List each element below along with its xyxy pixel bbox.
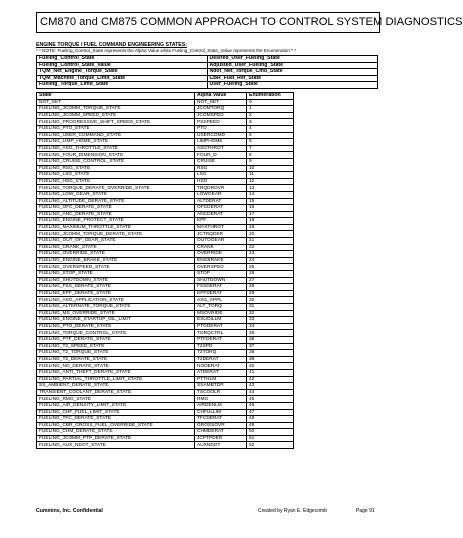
cell-enumeration: 30 — [247, 297, 294, 304]
cell-enumeration: 11 — [247, 172, 294, 179]
table-row — [37, 383, 294, 390]
cell-enumeration: 35 — [247, 330, 294, 337]
cell-enumeration: 40 — [247, 363, 294, 370]
cell-alpha-value: ASGTHROT — [195, 145, 247, 152]
cell-state: NOT_SET — [37, 99, 195, 106]
table-row — [37, 178, 294, 185]
cell-state: FUELING_USER_COMMAND_STATE — [37, 132, 195, 139]
cell-alpha-value: CRANK — [195, 244, 247, 251]
table-row — [37, 304, 294, 311]
cell-state: FUELING_TORQUE_DERATE_OVERRIDE_STATE — [37, 185, 195, 192]
cell-enumeration: 38 — [247, 350, 294, 357]
cell-alpha-value: MSOVRIDE — [195, 310, 247, 317]
cell-alpha-value: SSAMBTDR — [195, 383, 247, 390]
table-row — [37, 402, 294, 409]
cell-alpha-value: TFCDERAT — [195, 416, 247, 423]
cell-alpha-value: TORQCTRL — [195, 330, 247, 337]
cell-state: FUELING_HSG_STATE — [37, 178, 195, 185]
table-row — [37, 356, 294, 363]
cell-alpha-value: OUTOGEAR — [195, 238, 247, 245]
cell-alpha-value: T2SPD — [195, 343, 247, 350]
cell-enumeration: 26 — [247, 271, 294, 278]
cell-enumeration: 27 — [247, 277, 294, 284]
table-row — [37, 218, 294, 225]
cell-alpha-value: JCOMTORQ — [195, 106, 247, 113]
cell-alpha-value: SHUTDOWN — [195, 277, 247, 284]
state-grid-cell: CBR_Fuel_Ref_State — [207, 75, 378, 82]
cell-alpha-value: OFCDERAT — [195, 205, 247, 212]
note-text: * * NOTE: Fueling_Control_State represents the Alpha Value while Fueling_Control_State_Value represents the Enumeration * * — [36, 48, 297, 53]
table-row — [37, 389, 294, 396]
cell-enumeration: 44 — [247, 389, 294, 396]
cell-alpha-value: PTFDERAT — [195, 336, 247, 343]
cell-alpha-value: T2TORQ — [195, 350, 247, 357]
table-row — [37, 238, 294, 245]
cell-state: FUELING_CBR_GROSS_FUEL_OVERRIDE_STATE — [37, 422, 195, 429]
cell-enumeration: 9 — [247, 158, 294, 165]
cell-state: FUELING_TFC_DERATE_STATE — [37, 416, 195, 423]
table-row — [37, 336, 294, 343]
cell-state: FUELING_ALTERNATE_TORQUE_STATE — [37, 304, 195, 311]
cell-enumeration: 31 — [247, 304, 294, 311]
table-row — [37, 205, 294, 212]
cell-state: FUELING_JCOMM_TORQUE_DERATE_STATE — [37, 231, 195, 238]
cell-enumeration: 45 — [247, 396, 294, 403]
cell-state: SS_AMBIENT_DERATE_STATE — [37, 383, 195, 390]
table-row — [37, 310, 294, 317]
cell-state: FUELING_RMG_STATE — [37, 396, 195, 403]
cell-enumeration: 49 — [247, 422, 294, 429]
cell-alpha-value: ALT_TORQ — [195, 304, 247, 311]
table-row — [37, 224, 294, 231]
cell-state: FUELING_ENGINE_STARTUP_OIL_LIMIT — [37, 317, 195, 324]
table-row — [37, 198, 294, 205]
cell-state: FUELING_CHF_FUEL_LIMIT_STATE — [37, 409, 195, 416]
state-grid-cell: TQM_Machine_Torque_Limit_State — [37, 75, 208, 82]
table-row — [37, 106, 294, 113]
table-row — [37, 317, 294, 324]
cell-state: FUELING_ASG_APPLICATION_STATE — [37, 297, 195, 304]
cell-alpha-value: ALTDERAT — [195, 198, 247, 205]
table-row — [37, 264, 294, 271]
cell-state: FUELING_T2_DERATE_STATE — [37, 356, 195, 363]
cell-alpha-value: NODERAT — [195, 363, 247, 370]
cell-state: FUELING_RSG_STATE — [37, 165, 195, 172]
cell-enumeration: 15 — [247, 198, 294, 205]
cell-alpha-value: TSCOOLR — [195, 389, 247, 396]
state-grid-row — [37, 82, 378, 89]
cell-enumeration: 20 — [247, 231, 294, 238]
table-header-row — [37, 93, 294, 100]
cell-enumeration: 52 — [247, 442, 294, 449]
cell-alpha-value: JCPTPDER — [195, 435, 247, 442]
cell-alpha-value: CHFULLIM — [195, 409, 247, 416]
cell-enumeration: 3 — [247, 119, 294, 126]
cell-enumeration: 46 — [247, 402, 294, 409]
table-row — [37, 442, 294, 449]
cell-alpha-value: STOP — [195, 271, 247, 278]
table-row — [37, 376, 294, 383]
cell-state: FUELING_OVERRIDE_STATE — [37, 251, 195, 258]
state-grid-cell: Adjusted_User_Fueling_State — [207, 62, 378, 69]
cell-state: FUELING_LSG_STATE — [37, 172, 195, 179]
cell-alpha-value: MAXTHROT — [195, 224, 247, 231]
cell-alpha-value: PTODERAT — [195, 323, 247, 330]
cell-enumeration: 42 — [247, 376, 294, 383]
cell-enumeration: 34 — [247, 323, 294, 330]
table-row — [37, 271, 294, 278]
table-row — [37, 145, 294, 152]
cell-enumeration: 33 — [247, 317, 294, 324]
cell-alpha-value: ANCDERAT — [195, 211, 247, 218]
cell-state: FUELING_CRANK_STATE — [37, 244, 195, 251]
table-row — [37, 396, 294, 403]
cell-state: FUELING_ANC_DERATE_STATE — [37, 211, 195, 218]
cell-state: FUELING_CRUISE_CONTROL_STATE — [37, 158, 195, 165]
state-grid-cell: Fueling_Control_State — [37, 56, 208, 63]
cell-state: FUELING_ASG_THROTTLE_STATE — [37, 145, 195, 152]
cell-enumeration: 25 — [247, 264, 294, 271]
cell-enumeration: 12 — [247, 178, 294, 185]
table-row — [37, 119, 294, 126]
cell-alpha-value: FSSDERAT — [195, 284, 247, 291]
cell-alpha-value: CHMDERAT — [195, 429, 247, 436]
table-row — [37, 277, 294, 284]
cell-alpha-value: JCOMSPED — [195, 112, 247, 119]
cell-state: FUELING_JCOMM_PTP_DERATE_STATE — [37, 435, 195, 442]
cell-state: FUELING_MAXIMUM_THROTTLE_STATE — [37, 224, 195, 231]
cell-alpha-value: PSSPEED — [195, 119, 247, 126]
cell-alpha-value: ASG_APPL — [195, 297, 247, 304]
table-row — [37, 422, 294, 429]
cell-enumeration: 4 — [247, 125, 294, 132]
cell-alpha-value: TRQDROVR — [195, 185, 247, 192]
cell-alpha-value: LOWGEAR — [195, 191, 247, 198]
table-row — [37, 172, 294, 179]
table-row — [37, 231, 294, 238]
cell-alpha-value: ESUOILLM — [195, 317, 247, 324]
table-row — [37, 165, 294, 172]
cell-state: FUELING_T2_TORQUE_STATE — [37, 350, 195, 357]
cell-alpha-value: AUXNDOT — [195, 442, 247, 449]
cell-enumeration: 21 — [247, 238, 294, 245]
cell-state: FUELING_FSS_DERATE_STATE — [37, 284, 195, 291]
header-enumeration: Enumeration — [247, 93, 294, 100]
header-state: State — [37, 93, 195, 100]
table-row — [37, 139, 294, 146]
state-grid-cell: Fueling_Torque_Limit_State — [37, 82, 208, 89]
cell-state: FUELING_FOUR_DIMENSION_STATE — [37, 152, 195, 159]
cell-enumeration: 17 — [247, 211, 294, 218]
table-row — [37, 251, 294, 258]
cell-alpha-value: T2DERAT — [195, 356, 247, 363]
cell-enumeration: 13 — [247, 185, 294, 192]
table-row — [37, 343, 294, 350]
cell-enumeration: 28 — [247, 284, 294, 291]
table-row — [37, 350, 294, 357]
table-row — [37, 99, 294, 106]
cell-enumeration: 2 — [247, 112, 294, 119]
cell-state: TRANSIENT_COOLANT_DERATE_STATE — [37, 389, 195, 396]
cell-enumeration: 19 — [247, 224, 294, 231]
table-row — [37, 284, 294, 291]
table-row — [37, 409, 294, 416]
cell-alpha-value: AIRDENLM — [195, 402, 247, 409]
cell-alpha-value: CRUISE — [195, 158, 247, 165]
cell-state: FUELING_T2_SPEED_STATE — [37, 343, 195, 350]
cell-alpha-value: RMG — [195, 396, 247, 403]
cell-enumeration: 43 — [247, 383, 294, 390]
cell-state: FUELING_SHUTDOWN_STATE — [37, 277, 195, 284]
cell-state: FUELING_ANTI_THEFT_DERATE_STATE — [37, 369, 195, 376]
table-row — [37, 191, 294, 198]
table-row — [37, 323, 294, 330]
state-grid-cell: Ndot_Net_Torque_Cmd_State — [207, 69, 378, 76]
cell-alpha-value: ENGBRAKE — [195, 257, 247, 264]
cell-state: FUELING_PROGRESSIVE_SHIFT_SPEED_STATE — [37, 119, 195, 126]
table-row — [37, 363, 294, 370]
state-variable-grid — [36, 55, 378, 89]
cell-alpha-value: JCTRQDER — [195, 231, 247, 238]
cell-state: FUELING_ALTITUDE_DERATE_STATE — [37, 198, 195, 205]
cell-state: FUELING_AIR_DENSITY_LIMIT_STATE — [37, 402, 195, 409]
cell-enumeration: 6 — [247, 139, 294, 146]
cell-state: FUELING_CHM_DERATE_STATE — [37, 429, 195, 436]
cell-state: FUELING_OVERSPEED_STATE — [37, 264, 195, 271]
state-grid-cell: TQM_Net_Engine_Torque_State — [37, 69, 208, 76]
cell-alpha-value: OVERRIDE — [195, 251, 247, 258]
cell-state: FUELING_JCOMM_TORQUE_STATE — [37, 106, 195, 113]
cell-enumeration: 8 — [247, 152, 294, 159]
cell-enumeration: 7 — [247, 145, 294, 152]
cell-alpha-value: RSG — [195, 165, 247, 172]
cell-enumeration: 23 — [247, 251, 294, 258]
table-row — [37, 429, 294, 436]
cell-enumeration: 32 — [247, 310, 294, 317]
table-row — [37, 185, 294, 192]
document-title: CM870 and CM875 COMMON APPROACH TO CONTROL SYSTEM DIAGNOSTICS — [36, 12, 380, 33]
cell-alpha-value: GROSSOVR — [195, 422, 247, 429]
header-alpha-value: Alpha Value — [195, 93, 247, 100]
cell-alpha-value: OVERSPED — [195, 264, 247, 271]
cell-enumeration: 47 — [247, 409, 294, 416]
cell-state: FUELING_PTF_DERATE_STATE — [37, 336, 195, 343]
table-row — [37, 132, 294, 139]
table-row — [37, 152, 294, 159]
cell-alpha-value: NOT_SET — [195, 99, 247, 106]
cell-state: FUELING_ENGINE_BRAKE_STATE — [37, 257, 195, 264]
cell-state: FUELING_AUX_NDOT_STATE — [37, 442, 195, 449]
cell-state: FUELING_STOP_STATE — [37, 271, 195, 278]
cell-alpha-value: FOUR_D — [195, 152, 247, 159]
cell-enumeration: 37 — [247, 343, 294, 350]
cell-enumeration: 16 — [247, 205, 294, 212]
cell-state: FUELING_OUT_OF_GEAR_STATE — [37, 238, 195, 245]
cell-state: FUELING_EPF_DERATE_STATE — [37, 290, 195, 297]
state-enumeration-table — [36, 92, 294, 449]
table-row — [37, 125, 294, 132]
state-grid-cell: User_Fueling_State — [207, 82, 378, 89]
table-row — [37, 158, 294, 165]
cell-alpha-value: EPF — [195, 218, 247, 225]
cell-alpha-value: ATDERAT — [195, 369, 247, 376]
table-row — [37, 257, 294, 264]
cell-state: FUELING_OFC_DERATE_STATE — [37, 205, 195, 212]
table-row — [37, 211, 294, 218]
cell-enumeration: 24 — [247, 257, 294, 264]
footer-author: Created by Ryan E. Edgecomb — [258, 508, 327, 514]
cell-state: FUELING_NO_DERATE_STATE — [37, 363, 195, 370]
cell-enumeration: 0 — [247, 99, 294, 106]
cell-alpha-value: PTTHLM — [195, 376, 247, 383]
cell-state: FUELING_JCOMM_SPEED_STATE — [37, 112, 195, 119]
cell-state: FUELING_PTO_DERATE_STATE — [37, 323, 195, 330]
cell-state: FUELING_PARTIAL_THROTTLE_LIMIT_STATE — [37, 376, 195, 383]
cell-state: FUELING_ENGINE_PROTECT_STATE — [37, 218, 195, 225]
cell-enumeration: 18 — [247, 218, 294, 225]
table-row — [37, 435, 294, 442]
cell-enumeration: 1 — [247, 106, 294, 113]
table-row — [37, 330, 294, 337]
cell-enumeration: 50 — [247, 429, 294, 436]
cell-enumeration: 22 — [247, 244, 294, 251]
cell-state: FUELING_LOW_GEAR_STATE — [37, 191, 195, 198]
table-row — [37, 416, 294, 423]
cell-enumeration: 51 — [247, 435, 294, 442]
cell-alpha-value: LIMPHOME — [195, 139, 247, 146]
footer-page-number: Page 91 — [356, 508, 375, 514]
cell-enumeration: 41 — [247, 369, 294, 376]
state-grid-cell: Fueling_Control_State_Value — [37, 62, 208, 69]
table-row — [37, 244, 294, 251]
cell-alpha-value: EPFDERAT — [195, 290, 247, 297]
cell-state: FUELING_TORQUE_CONTROL_STATE — [37, 330, 195, 337]
cell-alpha-value: HSG — [195, 178, 247, 185]
section-title: ENGINE TORQUE / FUEL COMMAND ENGINEERING STATES: — [36, 42, 187, 48]
state-grid-cell: Desired_User_Fueling_State — [207, 56, 378, 63]
cell-enumeration: 29 — [247, 290, 294, 297]
table-row — [37, 297, 294, 304]
cell-enumeration: 5 — [247, 132, 294, 139]
cell-alpha-value: LSG — [195, 172, 247, 179]
cell-enumeration: 14 — [247, 191, 294, 198]
cell-enumeration: 39 — [247, 356, 294, 363]
table-row — [37, 369, 294, 376]
cell-alpha-value: USERCOMD — [195, 132, 247, 139]
cell-state: FUELING_LIMP_HOME_STATE — [37, 139, 195, 146]
cell-state: FUELING_PTO_STATE — [37, 125, 195, 132]
footer-company: Cummins, Inc. Confidential — [36, 508, 103, 514]
table-row — [37, 112, 294, 119]
cell-enumeration: 10 — [247, 165, 294, 172]
table-row — [37, 290, 294, 297]
cell-state: FUELING_MS_OVERRIDE_STATE — [37, 310, 195, 317]
cell-enumeration: 48 — [247, 416, 294, 423]
cell-enumeration: 36 — [247, 336, 294, 343]
cell-alpha-value: PTO — [195, 125, 247, 132]
